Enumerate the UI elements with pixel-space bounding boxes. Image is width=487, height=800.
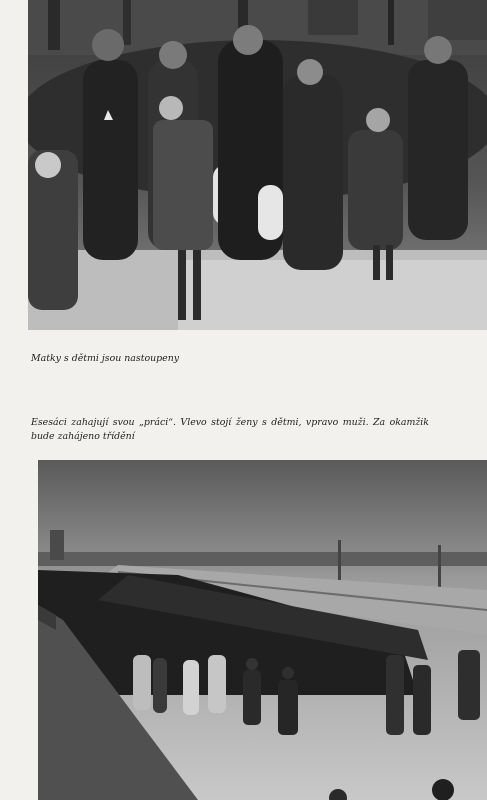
caption-ss-sorting: Esesáci zahajují svou „práci“. Vlevo stojí ženy s dětmi, vpravo muži. Za okamžik bude zahájeno třídění [31, 417, 429, 442]
photo-women-children-image [28, 0, 487, 330]
photo-ramp-crowd [38, 460, 487, 800]
photo-women-children [28, 0, 487, 330]
photo-ramp-crowd-image [38, 460, 487, 800]
caption-women-children: Matky s dětmi jsou nastoupeny [31, 353, 180, 364]
